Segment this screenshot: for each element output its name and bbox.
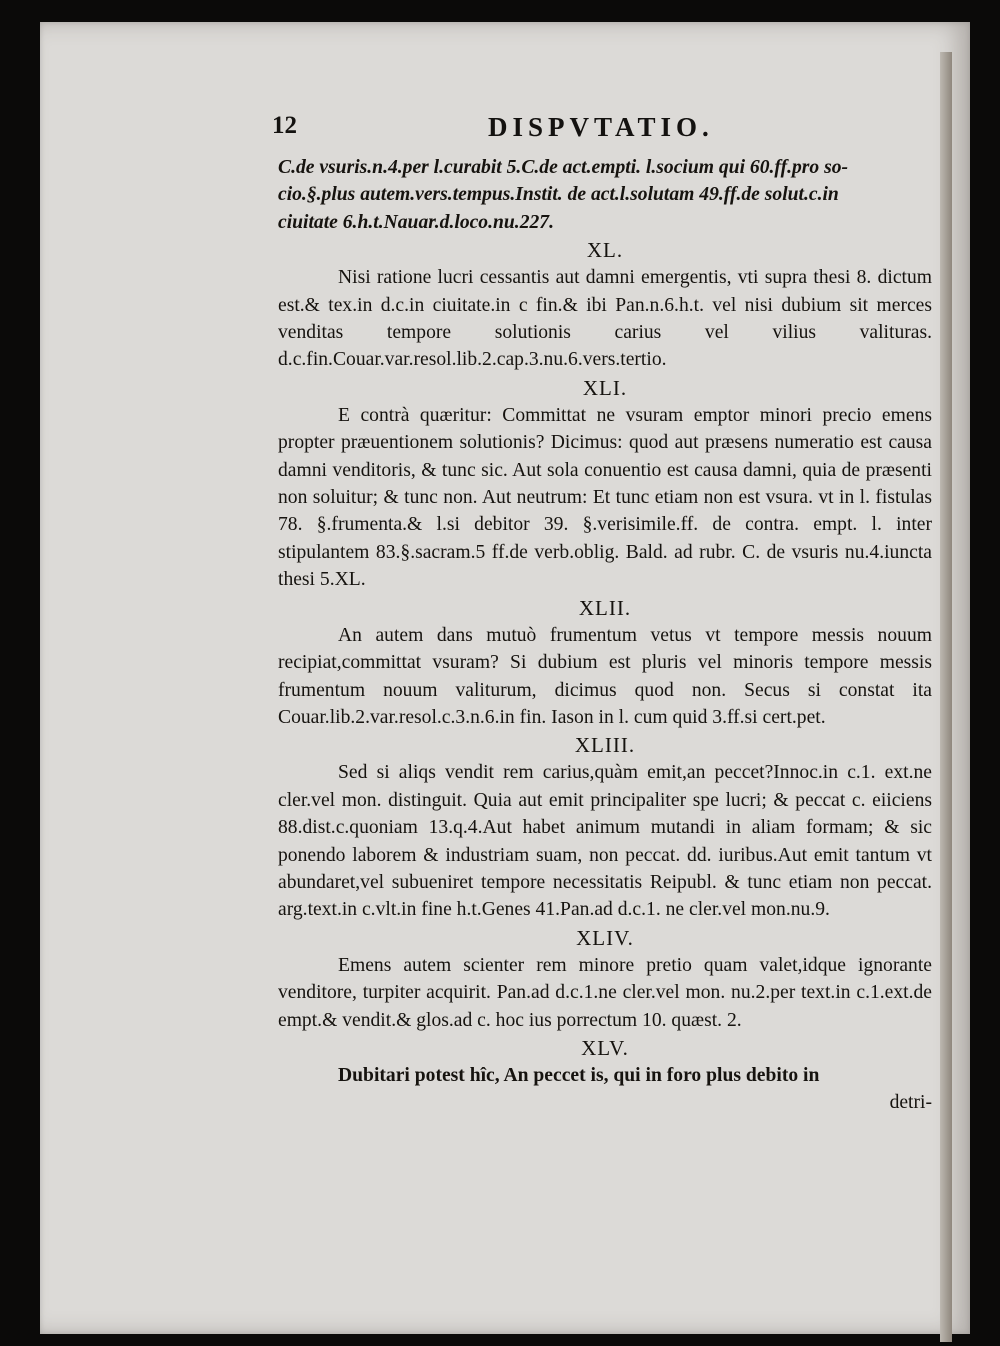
thesis-heading: XLI.	[582, 375, 628, 400]
page-number: 12	[272, 112, 297, 139]
opening-citation-line: ciuitate 6.h.t.Nauar.d.loco.nu.227.	[278, 211, 554, 233]
thesis-paragraph: Sed si aliqs vendit rem carius,quàm emit,an peccet?Innoc.in c.1. ext.ne cler.vel mon. distinguit. Quia aut emit principaliter spe lucri; & peccat c. eiiciens 88.dist.c.quoniam 13.q.4.Aut habet animum mutandi in aliam formam; & sic ponendo laborem & industriam suam, non peccat. dd. iuribus.Aut emit tantum vt abundaret,vel subueniret tempore necessitatis Reipubl. & tunc etiam non peccat. arg.text.in c.vlt.in fine h.t.Genes 41.Pan.ad d.c.1. ne cler.vel mon.nu.9.	[278, 762, 932, 921]
thesis-heading: XLII.	[578, 595, 632, 620]
thesis-heading: XLIV.	[576, 925, 634, 950]
running-header	[272, 112, 932, 146]
running-title: DISPVTATIO.	[488, 112, 714, 142]
thesis-paragraph: E contrà quæritur: Committat ne vsuram emptor minori precio emens propter præuentionem solutionis? Dicimus: quod aut præsens numeratio est causa damni venditoris, & tunc sic. Aut sola conuentio est causa damni, quia de præsenti non soluitur; & tunc non. Aut neutrum: Et tunc etiam non est vsura. vt in l. fistulas 78. §.frumenta.& l.si debitor 39. §.verisimile.ff. de contra. empt. l. inter stipulantem 83.§.sacram.5 ff.de verb.oblig. Bald. ad rubr. C. de vsuris nu.4.iuncta thesi 5.XL.	[278, 404, 932, 591]
thesis-paragraph: Dubitari potest hîc, An peccet is, qui in foro plus debito in	[338, 1064, 820, 1086]
page-edge	[940, 52, 952, 1342]
page-body	[278, 154, 932, 1117]
thesis-paragraph: Nisi ratione lucri cessantis aut damni emergentis, vti supra thesi 8. dictum est.& tex.in d.c.in ciuitate.in c fin.& ibi Pan.n.6.h.t. vel nisi dubium sit merces venditas tempore solutionis carius vel vilius valituras. d.c.fin.Couar.var.resol.lib.2.cap.3.nu.6.vers.tertio.	[278, 267, 932, 371]
thesis-paragraph: An autem dans mutuò frumentum vetus vt tempore messis nouum recipiat,committat vsuram? Si dubium est pluris vel minoris tempore messis frumentum nouum valiturum, dicimus quod non. Secus si constat ita Couar.lib.2.var.resol.c.3.n.6.in fin. Iason in l. cum quid 3.ff.si cert.pet.	[278, 624, 932, 728]
opening-citation-line: cio.§.plus autem.vers.tempus.Instit. de act.l.solutam 49.ff.de solut.c.in	[278, 184, 839, 206]
opening-citation-line: C.de vsuris.n.4.per l.curabit 5.C.de act.empti. l.socium qui 60.ff.pro so-	[278, 157, 849, 178]
thesis-heading: XLIII.	[574, 733, 636, 758]
thesis-heading: XLV.	[581, 1035, 629, 1060]
thesis-heading: XL.	[586, 238, 624, 263]
catchword: detri-	[889, 1092, 932, 1114]
thesis-paragraph: Emens autem scienter rem minore pretio quam valet,idque ignorante venditore, turpiter acquirit. Pan.ad d.c.1.ne cler.vel mon. nu.2.per text.in c.1.ext.de empt.& vendit.& glos.ad c. hoc ius porrectum 10. quæst. 2.	[278, 954, 932, 1031]
